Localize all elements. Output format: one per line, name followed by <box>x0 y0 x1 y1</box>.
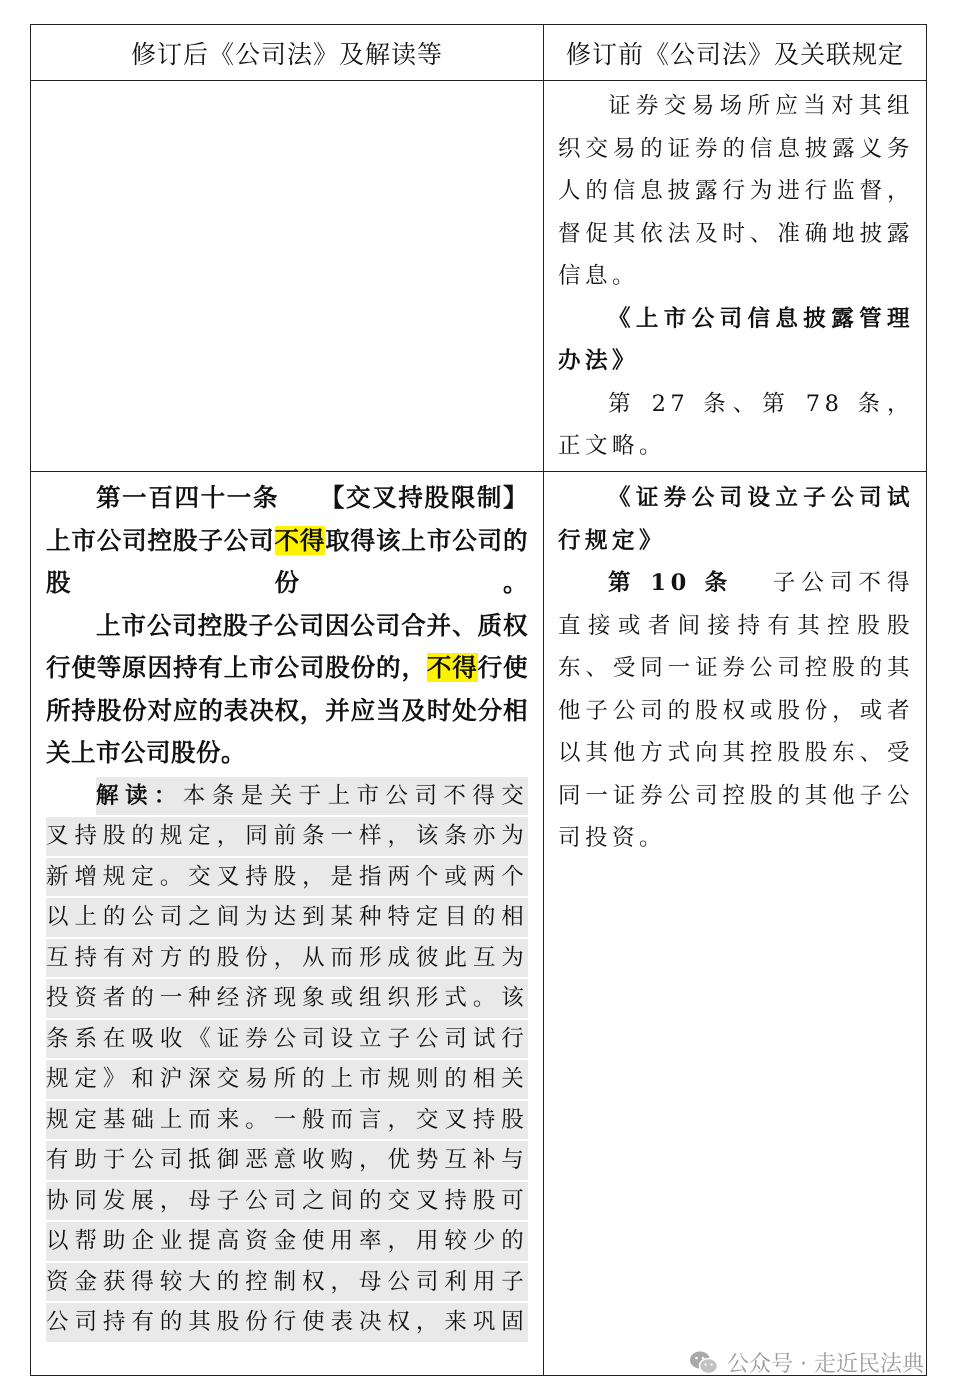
note-line: 叉持股的规定，同前条一样，该条亦为 <box>46 817 528 856</box>
note-line: 规定基础上而来。一般而言，交叉持股 <box>46 1101 528 1140</box>
row2-left-cell <box>46 477 528 1344</box>
comparison-table <box>30 24 927 1376</box>
note-line: 条系在吸收《证券公司设立子公司试行 <box>46 1020 528 1059</box>
note-lead: 解读： <box>96 782 183 809</box>
note-line: 投资者的一种经济现象或组织形式。该 <box>46 979 528 1018</box>
row1-right-cell <box>558 85 914 468</box>
note-line: 公司持有的其股份行使表决权，来巩固 <box>46 1303 528 1342</box>
article-heading <box>46 477 528 605</box>
note-line: 协同发展，母子公司之间的交叉持股可 <box>46 1182 528 1221</box>
note-line: 有助于公司抵御恶意收购，优势互补与 <box>46 1141 528 1180</box>
article-refs: 第 27 条、第 78 条，正文略。 <box>558 390 914 459</box>
source-title-2: 《证券公司设立子公司试行规定》 <box>558 485 914 554</box>
watermark-text: 公众号 · 走近民法典 <box>727 1352 924 1377</box>
p2-before: 上市公司控股子公司因公司合并、质权行使等原因持有上市公司股份的， <box>46 610 528 682</box>
p2-after: 行使所持股份对应的表决权，并应当及时处分相关上市公司股份。 <box>46 653 529 767</box>
article-10 <box>558 562 914 860</box>
p1-after: 取得该上市公司的股份。 <box>46 525 529 597</box>
note-line: 以上的公司之间为达到某种特定目的相 <box>46 898 528 937</box>
article-title: 【交叉持股限制】 <box>319 483 529 512</box>
article-paragraph-2 <box>46 605 528 775</box>
note-line: 新增规定。交叉持股，是指两个或两个 <box>46 858 528 897</box>
highlight-bude-1: 不得 <box>274 525 326 555</box>
article-number: 第一百四十一条 <box>96 483 280 512</box>
header-right: 修订前《公司法》及关联规定 <box>565 39 904 69</box>
watermark <box>689 1347 924 1378</box>
note-line: 以帮助企业提高资金使用率，用较少的 <box>46 1222 528 1261</box>
highlight-bude-2: 不得 <box>426 653 478 682</box>
exchange-supervision-text: 证券交易场所应当对其组织交易的证券的信息披露义务人的信息披露行为进行监督，督促其依法及时、准确地披露信息。 <box>558 93 914 289</box>
header-divider <box>31 80 926 81</box>
row-divider <box>31 471 926 472</box>
column-divider <box>543 25 544 1375</box>
source-title: 《上市公司信息披露管理办法》 <box>558 305 914 374</box>
article-10-number: 第 10 条 <box>608 570 734 596</box>
article-10-body: 子公司不得直接或者间接持有其控股股东、受同一证券公司控股的其他子公司的股权或股份，或者以其他方式向其控股股东、受同一证券公司控股的其他子公司投资。 <box>558 570 914 851</box>
wechat-icon <box>689 1350 719 1376</box>
note-line: 规定》和沪深交易所的上市规则的相关 <box>46 1060 528 1099</box>
note-line: 解读：本条是关于上市公司不得交 <box>46 777 528 816</box>
p1-before: 上市公司控股子公司 <box>46 525 275 555</box>
interpretation-note <box>46 777 528 1342</box>
note-line: 互持有对方的股份，从而形成彼此互为 <box>46 939 528 978</box>
note-line: 资金获得较大的控制权，母公司利用子 <box>46 1263 528 1302</box>
header-left: 修订后《公司法》及解读等 <box>130 39 443 69</box>
article-141 <box>46 477 528 775</box>
row2-right-cell <box>558 477 914 860</box>
